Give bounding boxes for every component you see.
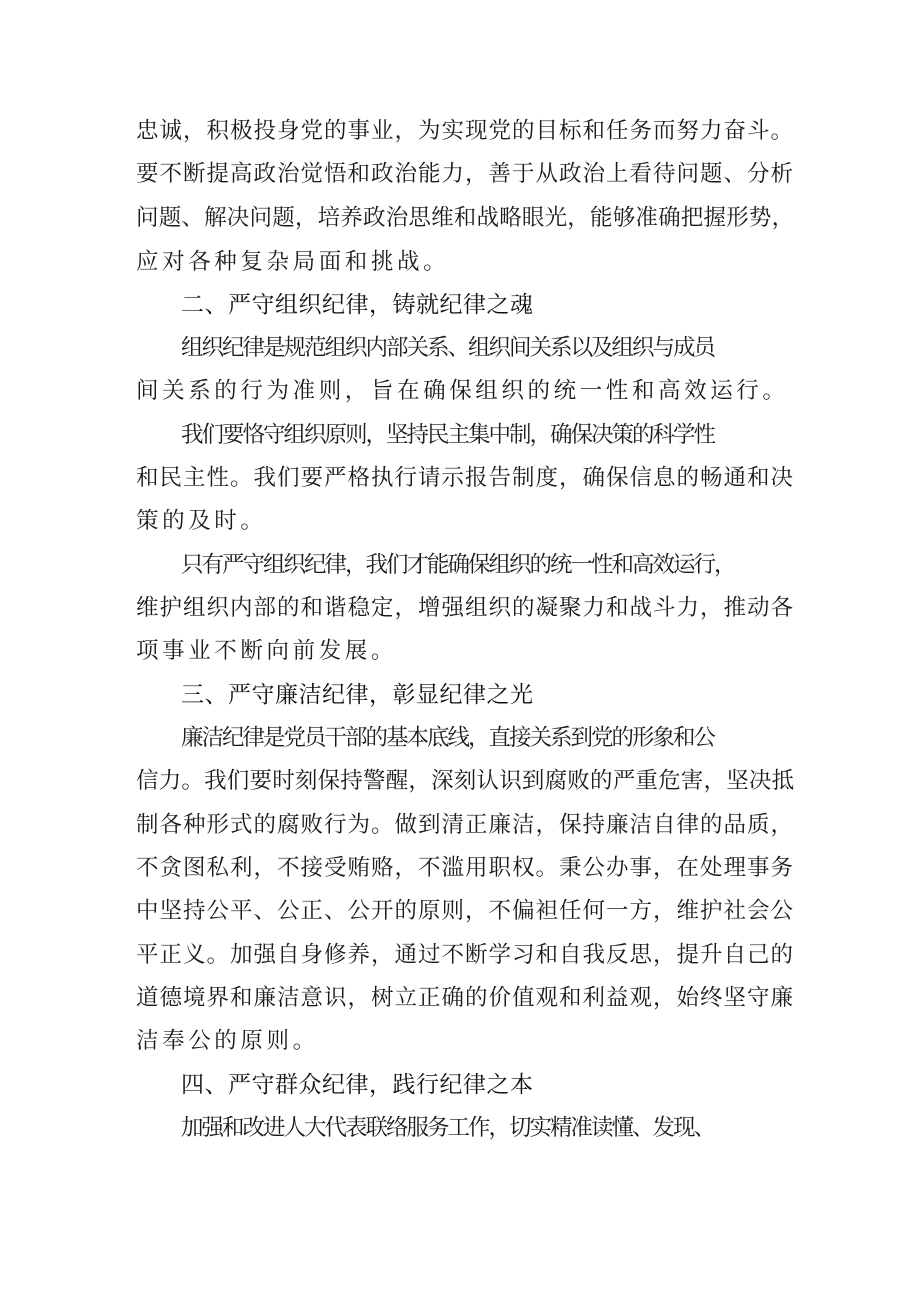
- paragraph-first-line: 组织纪律是规范组织内部关系、组织间关系以及组织与成员: [181, 335, 715, 361]
- body-line: 维护组织内部的和谐稳定，增强组织的凝聚力和战斗力，推动各: [136, 595, 795, 621]
- body-line: 应对各种复杂局面和挑战。: [136, 249, 450, 275]
- body-line: 要不断提高政治觉悟和政治能力，善于从政治上看待问题、分析: [136, 161, 795, 187]
- body-line: 信力。我们要时刻保持警醒，深刻认识到腐败的严重危害，坚决抵: [136, 768, 795, 794]
- body-line: 道德境界和廉洁意识，树立正确的价值观和利益观，始终坚守廉: [136, 985, 795, 1011]
- paragraph-first-line: 我们要恪守组织原则，坚持民主集中制，确保决策的科学性: [181, 422, 715, 448]
- body-line: 洁奉公的原则。: [136, 1028, 319, 1054]
- paragraph-first-line: 只有严守组织纪律，我们才能确保组织的统一性和高效运行，: [181, 552, 735, 578]
- paragraph-first-line: 加强和改进人大代表联络服务工作，切实精准读懂、发现、: [181, 1115, 715, 1141]
- section-heading-3: 三、严守廉洁纪律，彰显纪律之光: [181, 682, 534, 708]
- body-line: 策的及时。: [136, 508, 267, 534]
- body-line: 忠诚，积极投身党的事业，为实现党的目标和任务而努力奋斗。: [136, 118, 795, 144]
- body-line: 和民主性。我们要严格执行请示报告制度，确保信息的畅通和决: [136, 465, 795, 491]
- body-line: 不贪图私利，不接受贿赂，不滥用职权。秉公办事，在处理事务: [136, 855, 795, 881]
- body-line: 项事业不断向前发展。: [136, 638, 398, 664]
- paragraph-first-line: 廉洁纪律是党员干部的基本底线，直接关系到党的形象和公: [181, 725, 715, 751]
- body-line: 中坚持公平、公正、公开的原则，不偏袒任何一方，维护社会公: [136, 898, 795, 924]
- section-heading-2: 二、严守组织纪律，铸就纪律之魂: [181, 292, 534, 318]
- body-line: 间关系的行为准则，旨在确保组织的统一性和高效运行。: [136, 378, 789, 404]
- body-line: 制各种形式的腐败行为。做到清正廉洁，保持廉洁自律的品质，: [136, 812, 795, 838]
- body-line: 平正义。加强自身修养，通过不断学习和自我反思，提升自己的: [136, 942, 795, 968]
- body-line: 问题、解决问题，培养政治思维和战略眼光，能够准确把握形势，: [136, 205, 795, 231]
- section-heading-4: 四、严守群众纪律，践行纪律之本: [181, 1072, 534, 1098]
